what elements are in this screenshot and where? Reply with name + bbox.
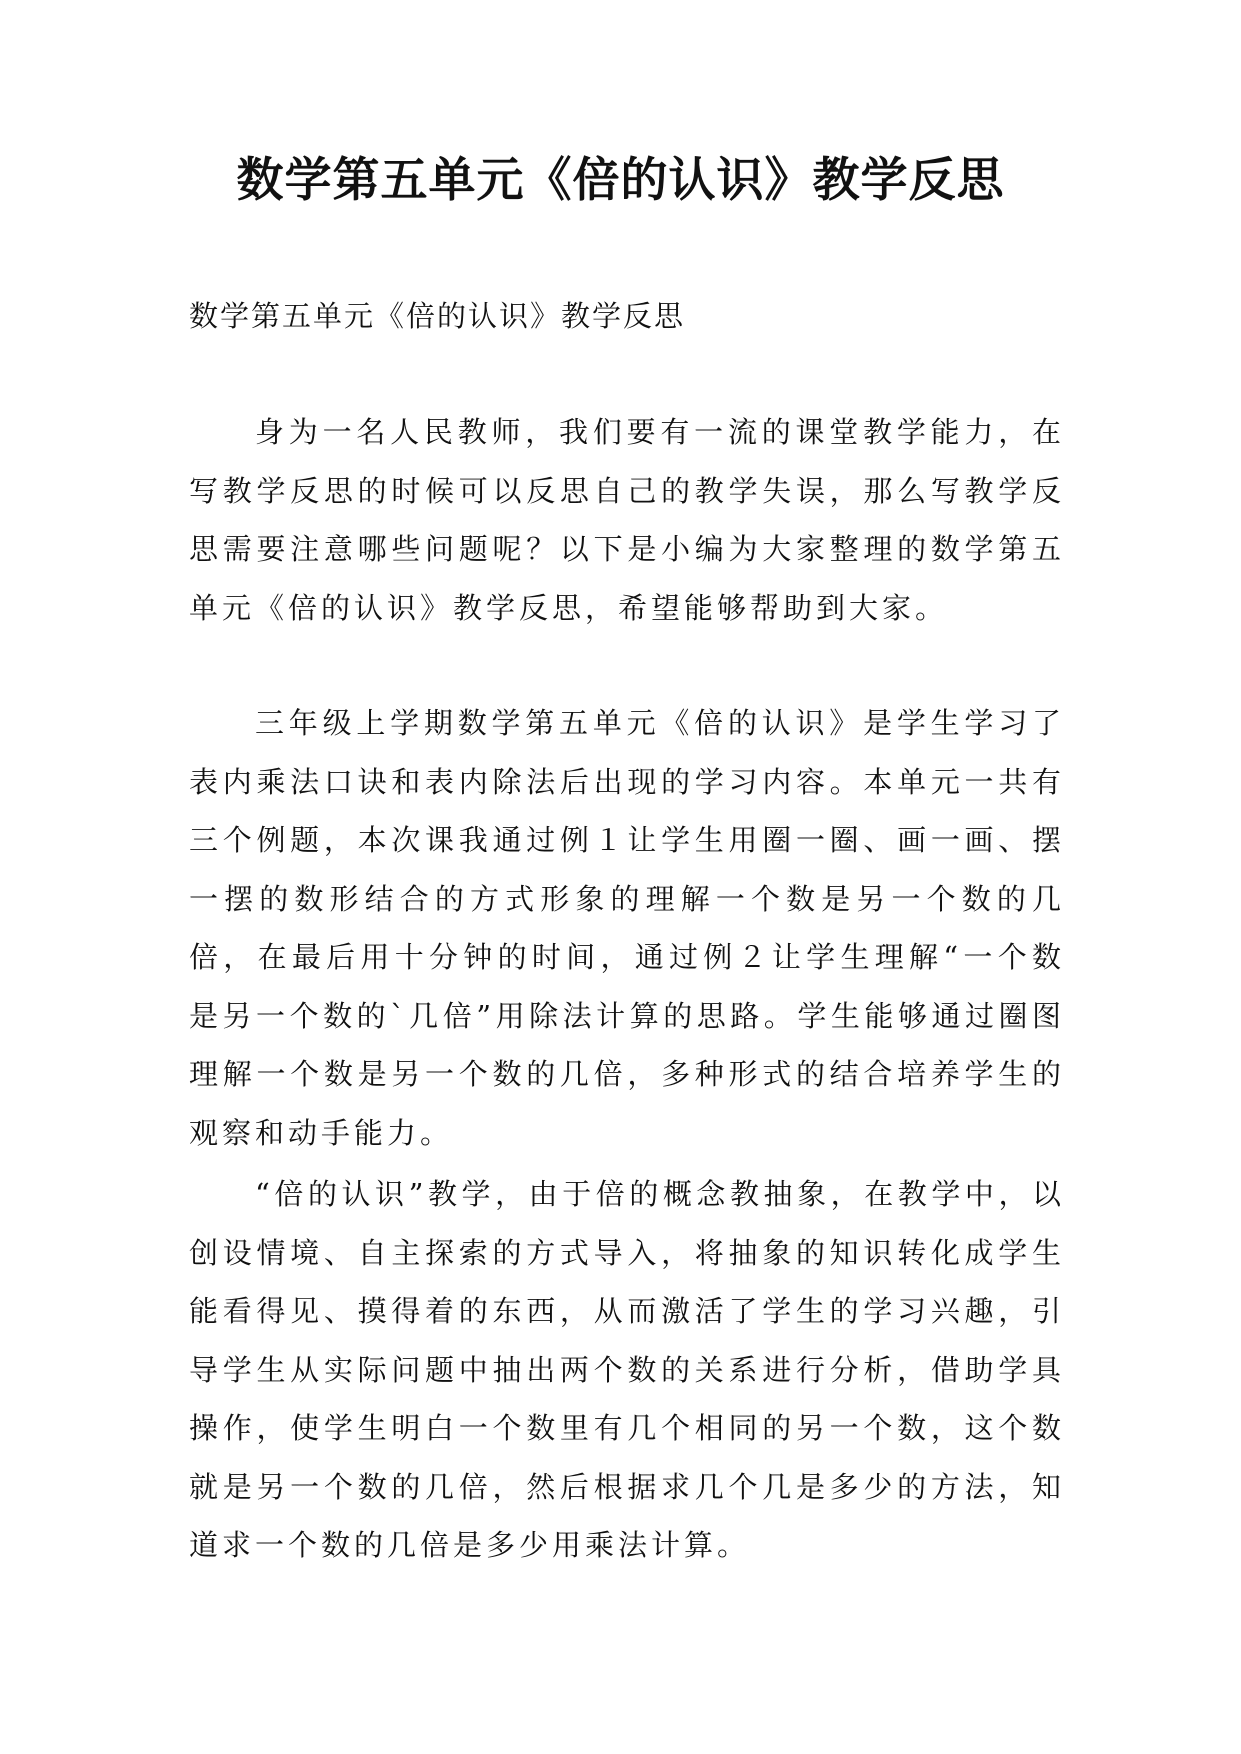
paragraph-lesson-overview: 三年级上学期数学第五单元《倍的认识》是学生学习了表内乘法口诀和表内除法后出现的学习内容。本单元一共有三个例题，本次课我通过例１让学生用圈一圈、画一画、摆一摆的数形结合的方式形象的理解一个数是另一个数的几倍，在最后用十分钟的时间，通过例２让学生理解“一个数是另一个数的`几倍”用除法计算的思路。学生能够通过圈图理解一个数是另一个数的几倍，多种形式的结合培养学生的观察和动手能力。 xyxy=(189,706,1065,1150)
document-title: 数学第五单元《倍的认识》教学反思 xyxy=(236,153,1005,208)
document-subtitle: 数学第五单元《倍的认识》教学反思 xyxy=(189,299,686,333)
paragraph-teaching-reflection: “倍的认识”教学，由于倍的概念教抽象，在教学中，以创设情境、自主探索的方式导入，将抽象的知识转化成学生能看得见、摸得着的东西，从而激活了学生的学习兴趣，引导学生从实际问题中抽出两个数的关系进行分析，借助学具操作，使学生明白一个数里有几个相同的另一个数，这个数就是另一个数的几倍，然后根据求几个几是多少的方法，知道求一个数的几倍是多少用乘法计算。 xyxy=(189,1177,1065,1562)
paragraph-intro: 身为一名人民教师，我们要有一流的课堂教学能力，在写教学反思的时候可以反思自己的教学失误，那么写教学反思需要注意哪些问题呢？以下是小编为大家整理的数学第五单元《倍的认识》教学反思，希望能够帮助到大家。 xyxy=(189,415,1065,625)
